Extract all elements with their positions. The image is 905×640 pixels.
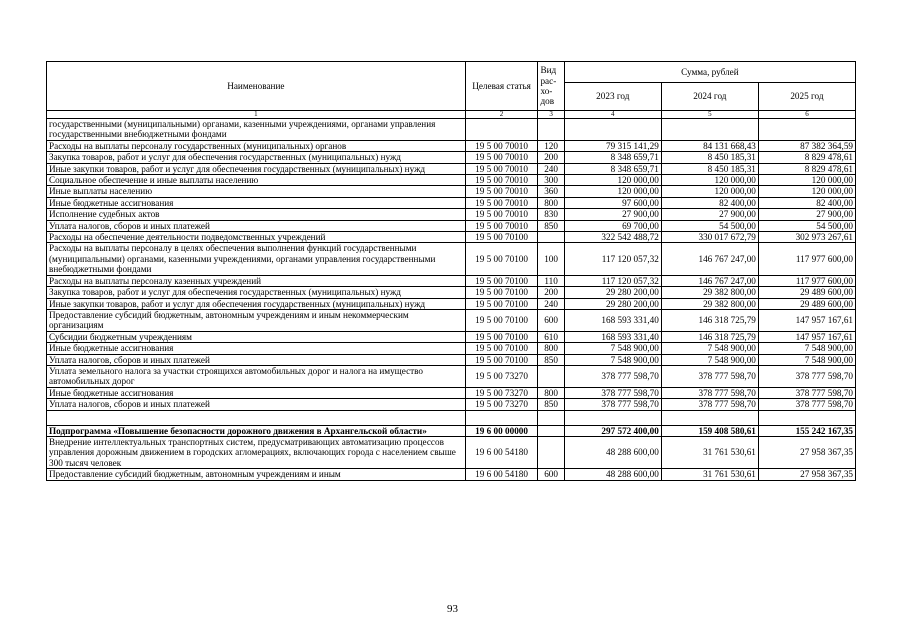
header-sum: Сумма, рублей bbox=[564, 62, 855, 83]
row-type-cell: 240 bbox=[538, 298, 564, 309]
column-number: 2 bbox=[465, 111, 538, 119]
row-sum-2025-cell: 117 977 600,00 bbox=[758, 243, 855, 275]
column-number: 4 bbox=[564, 111, 661, 119]
row-type-cell: 600 bbox=[538, 469, 564, 480]
row-sum-2023-cell bbox=[564, 119, 661, 141]
row-sum-2024-cell: 330 017 672,79 bbox=[661, 232, 758, 243]
header-code: Целевая статья bbox=[465, 62, 538, 111]
row-code-cell: 19 5 00 73270 bbox=[465, 387, 538, 398]
row-sum-2023-cell: 378 777 598,70 bbox=[564, 399, 661, 410]
row-code-cell: 19 5 00 70100 bbox=[465, 298, 538, 309]
row-name-cell: Иные бюджетные ассигнования bbox=[47, 197, 466, 208]
row-type-cell bbox=[538, 410, 564, 425]
row-type-cell: 800 bbox=[538, 387, 564, 398]
page-number: 93 bbox=[447, 603, 458, 615]
row-code-cell: 19 5 00 70100 bbox=[465, 287, 538, 298]
row-sum-2023-cell: 378 777 598,70 bbox=[564, 387, 661, 398]
row-code-cell: 19 6 00 00000 bbox=[465, 425, 538, 436]
row-type-cell: 850 bbox=[538, 354, 564, 365]
row-sum-2024-cell: 378 777 598,70 bbox=[661, 387, 758, 398]
row-sum-2024-cell: 8 450 185,31 bbox=[661, 163, 758, 174]
table-row bbox=[47, 436, 856, 468]
row-name-cell: Закупка товаров, работ и услуг для обеспечения государственных (муниципальных) нужд bbox=[47, 152, 466, 163]
header-name: Наименование bbox=[47, 62, 466, 111]
row-sum-2024-cell: 159 408 580,61 bbox=[661, 425, 758, 436]
header-year-2023: 2023 год bbox=[564, 83, 661, 111]
row-sum-2025-cell: 147 957 167,61 bbox=[758, 309, 855, 331]
row-code-cell: 19 5 00 70100 bbox=[465, 354, 538, 365]
row-sum-2023-cell: 97 600,00 bbox=[564, 197, 661, 208]
row-type-cell: 110 bbox=[538, 275, 564, 286]
row-code-cell bbox=[465, 410, 538, 425]
table-row bbox=[47, 298, 856, 309]
row-sum-2025-cell: 29 489 600,00 bbox=[758, 287, 855, 298]
row-name-cell: Иные бюджетные ассигнования bbox=[47, 343, 466, 354]
column-number: 6 bbox=[758, 111, 855, 119]
row-sum-2023-cell: 8 348 659,71 bbox=[564, 152, 661, 163]
row-code-cell: 19 5 00 70100 bbox=[465, 232, 538, 243]
row-type-cell: 800 bbox=[538, 343, 564, 354]
column-number: 5 bbox=[661, 111, 758, 119]
row-type-cell: 300 bbox=[538, 175, 564, 186]
row-sum-2025-cell: 8 829 478,61 bbox=[758, 163, 855, 174]
row-sum-2023-cell: 120 000,00 bbox=[564, 175, 661, 186]
row-sum-2025-cell: 155 242 167,35 bbox=[758, 425, 855, 436]
row-code-cell bbox=[465, 119, 538, 141]
row-sum-2025-cell: 82 400,00 bbox=[758, 197, 855, 208]
row-code-cell: 19 5 00 70010 bbox=[465, 140, 538, 151]
row-sum-2025-cell: 87 382 364,59 bbox=[758, 140, 855, 151]
row-sum-2025-cell bbox=[758, 410, 855, 425]
row-sum-2024-cell: 31 761 530,61 bbox=[661, 436, 758, 468]
row-sum-2023-cell: 378 777 598,70 bbox=[564, 365, 661, 387]
row-sum-2025-cell: 147 957 167,61 bbox=[758, 331, 855, 342]
row-type-cell: 850 bbox=[538, 220, 564, 231]
row-type-cell bbox=[538, 119, 564, 141]
row-sum-2025-cell: 27 958 367,35 bbox=[758, 436, 855, 468]
row-sum-2024-cell: 29 382 800,00 bbox=[661, 287, 758, 298]
row-name-cell: Подпрограмма «Повышение безопасности дорожного движения в Архангельской области» bbox=[47, 425, 466, 436]
row-code-cell: 19 6 00 54180 bbox=[465, 436, 538, 468]
row-type-cell bbox=[538, 365, 564, 387]
row-code-cell: 19 5 00 70010 bbox=[465, 186, 538, 197]
row-name-cell: Иные выплаты населению bbox=[47, 186, 466, 197]
row-sum-2025-cell: 8 829 478,61 bbox=[758, 152, 855, 163]
row-name-cell: Расходы на обеспечение деятельности подведомственных учреждений bbox=[47, 232, 466, 243]
row-type-cell: 200 bbox=[538, 287, 564, 298]
row-sum-2024-cell: 7 548 900,00 bbox=[661, 354, 758, 365]
row-type-cell: 240 bbox=[538, 163, 564, 174]
row-code-cell: 19 5 00 70100 bbox=[465, 309, 538, 331]
row-sum-2024-cell: 120 000,00 bbox=[661, 186, 758, 197]
row-sum-2023-cell: 322 542 488,72 bbox=[564, 232, 661, 243]
table-row bbox=[47, 469, 856, 480]
table-row bbox=[47, 410, 856, 425]
row-name-cell: Расходы на выплаты персоналу в целях обеспечения выполнения функций государственными (муниципальными) органами, казенными учреждениями, органами управления государственными внебюджетными фондами bbox=[47, 243, 466, 275]
table-row bbox=[47, 186, 856, 197]
row-sum-2024-cell: 31 761 530,61 bbox=[661, 469, 758, 480]
row-sum-2024-cell: 54 500,00 bbox=[661, 220, 758, 231]
row-type-cell: 600 bbox=[538, 309, 564, 331]
row-sum-2024-cell: 27 900,00 bbox=[661, 209, 758, 220]
row-name-cell: Предоставление субсидий бюджетным, автономным учреждениям и иным некоммерческим организациям bbox=[47, 309, 466, 331]
table-row bbox=[47, 232, 856, 243]
row-sum-2023-cell: 29 280 200,00 bbox=[564, 298, 661, 309]
row-type-cell bbox=[538, 232, 564, 243]
row-sum-2023-cell: 7 548 900,00 bbox=[564, 354, 661, 365]
column-number: 1 bbox=[47, 111, 466, 119]
row-sum-2023-cell: 168 593 331,40 bbox=[564, 309, 661, 331]
table-row bbox=[47, 152, 856, 163]
row-sum-2025-cell: 117 977 600,00 bbox=[758, 275, 855, 286]
table-row bbox=[47, 140, 856, 151]
row-sum-2023-cell: 69 700,00 bbox=[564, 220, 661, 231]
row-code-cell: 19 5 00 70010 bbox=[465, 220, 538, 231]
row-name-cell: Расходы на выплаты персоналу государственных (муниципальных) органов bbox=[47, 140, 466, 151]
row-sum-2023-cell: 117 120 057,32 bbox=[564, 275, 661, 286]
row-name-cell: Иные бюджетные ассигнования bbox=[47, 387, 466, 398]
row-code-cell: 19 5 00 70100 bbox=[465, 331, 538, 342]
table-row bbox=[47, 220, 856, 231]
table-row bbox=[47, 309, 856, 331]
row-sum-2025-cell: 54 500,00 bbox=[758, 220, 855, 231]
table-row bbox=[47, 287, 856, 298]
row-code-cell: 19 5 00 70010 bbox=[465, 175, 538, 186]
row-type-cell: 830 bbox=[538, 209, 564, 220]
row-sum-2024-cell: 120 000,00 bbox=[661, 175, 758, 186]
row-sum-2025-cell: 29 489 600,00 bbox=[758, 298, 855, 309]
row-sum-2025-cell: 378 777 598,70 bbox=[758, 387, 855, 398]
row-type-cell: 100 bbox=[538, 243, 564, 275]
row-type-cell bbox=[538, 425, 564, 436]
row-name-cell: Расходы на выплаты персоналу казенных учреждений bbox=[47, 275, 466, 286]
row-sum-2025-cell: 378 777 598,70 bbox=[758, 365, 855, 387]
row-type-cell: 800 bbox=[538, 197, 564, 208]
row-code-cell: 19 5 00 70100 bbox=[465, 343, 538, 354]
row-code-cell: 19 5 00 70010 bbox=[465, 197, 538, 208]
row-type-cell: 610 bbox=[538, 331, 564, 342]
row-name-cell: Предоставление субсидий бюджетным, автономным учреждениям и иным bbox=[47, 469, 466, 480]
header-year-2025: 2025 год bbox=[758, 83, 855, 111]
row-sum-2025-cell: 120 000,00 bbox=[758, 175, 855, 186]
row-sum-2024-cell: 82 400,00 bbox=[661, 197, 758, 208]
row-sum-2023-cell: 79 315 141,29 bbox=[564, 140, 661, 151]
row-sum-2025-cell: 302 973 267,61 bbox=[758, 232, 855, 243]
row-code-cell: 19 6 00 54180 bbox=[465, 469, 538, 480]
row-code-cell: 19 5 00 70010 bbox=[465, 163, 538, 174]
row-code-cell: 19 5 00 70100 bbox=[465, 275, 538, 286]
table-row bbox=[47, 243, 856, 275]
table-row bbox=[47, 343, 856, 354]
header-type: Вид рас-хо-дов bbox=[538, 62, 564, 111]
header-year-2024: 2024 год bbox=[661, 83, 758, 111]
row-name-cell: Исполнение судебных актов bbox=[47, 209, 466, 220]
row-code-cell: 19 5 00 70010 bbox=[465, 209, 538, 220]
row-name-cell: Закупка товаров, работ и услуг для обеспечения государственных (муниципальных) нужд bbox=[47, 287, 466, 298]
row-sum-2025-cell bbox=[758, 119, 855, 141]
table-row bbox=[47, 331, 856, 342]
table-row bbox=[47, 399, 856, 410]
row-sum-2023-cell: 168 593 331,40 bbox=[564, 331, 661, 342]
row-sum-2023-cell: 48 288 600,00 bbox=[564, 436, 661, 468]
row-name-cell: Внедрение интеллектуальных транспортных систем, предусматривающих автоматизацию процессов управления дорожным движением в городских агломерациях, включающих города с населением свыше 300 тысяч человек bbox=[47, 436, 466, 468]
row-sum-2023-cell: 297 572 400,00 bbox=[564, 425, 661, 436]
table-row bbox=[47, 387, 856, 398]
row-sum-2023-cell: 27 900,00 bbox=[564, 209, 661, 220]
row-sum-2023-cell: 120 000,00 bbox=[564, 186, 661, 197]
row-name-cell: Уплата налогов, сборов и иных платежей bbox=[47, 399, 466, 410]
row-code-cell: 19 5 00 70010 bbox=[465, 152, 538, 163]
table-row bbox=[47, 365, 856, 387]
table-row bbox=[47, 209, 856, 220]
budget-table bbox=[46, 61, 856, 481]
row-name-cell: Социальное обеспечение и иные выплаты населению bbox=[47, 175, 466, 186]
row-sum-2024-cell: 146 318 725,79 bbox=[661, 309, 758, 331]
row-sum-2024-cell: 7 548 900,00 bbox=[661, 343, 758, 354]
row-type-cell: 120 bbox=[538, 140, 564, 151]
table-row bbox=[47, 175, 856, 186]
row-type-cell: 360 bbox=[538, 186, 564, 197]
table-row bbox=[47, 275, 856, 286]
row-sum-2025-cell: 7 548 900,00 bbox=[758, 343, 855, 354]
row-sum-2023-cell bbox=[564, 410, 661, 425]
row-sum-2024-cell bbox=[661, 119, 758, 141]
row-name-cell: Уплата налогов, сборов и иных платежей bbox=[47, 220, 466, 231]
row-code-cell: 19 5 00 73270 bbox=[465, 365, 538, 387]
row-sum-2023-cell: 117 120 057,32 bbox=[564, 243, 661, 275]
row-sum-2025-cell: 27 900,00 bbox=[758, 209, 855, 220]
row-name-cell: Иные закупки товаров, работ и услуг для обеспечения государственных (муниципальных) нужд bbox=[47, 163, 466, 174]
table-row bbox=[47, 197, 856, 208]
table-row bbox=[47, 354, 856, 365]
row-sum-2023-cell: 8 348 659,71 bbox=[564, 163, 661, 174]
row-sum-2025-cell: 378 777 598,70 bbox=[758, 399, 855, 410]
row-sum-2023-cell: 7 548 900,00 bbox=[564, 343, 661, 354]
row-name-cell: Уплата налогов, сборов и иных платежей bbox=[47, 354, 466, 365]
row-name-cell: государственными (муниципальными) органами, казенными учреждениями, органами управления государственными внебюджетными фондами bbox=[47, 119, 466, 141]
row-type-cell: 850 bbox=[538, 399, 564, 410]
row-sum-2024-cell: 146 767 247,00 bbox=[661, 243, 758, 275]
row-name-cell bbox=[47, 410, 466, 425]
row-sum-2024-cell bbox=[661, 410, 758, 425]
row-sum-2024-cell: 84 131 668,43 bbox=[661, 140, 758, 151]
row-name-cell: Уплата земельного налога за участки строящихся автомобильных дорог и налога на имущество автомобильных дорог bbox=[47, 365, 466, 387]
row-sum-2024-cell: 146 767 247,00 bbox=[661, 275, 758, 286]
row-sum-2025-cell: 120 000,00 bbox=[758, 186, 855, 197]
row-name-cell: Субсидии бюджетным учреждениям bbox=[47, 331, 466, 342]
table-row bbox=[47, 163, 856, 174]
row-code-cell: 19 5 00 70100 bbox=[465, 243, 538, 275]
row-name-cell: Иные закупки товаров, работ и услуг для обеспечения государственных (муниципальных) нужд bbox=[47, 298, 466, 309]
row-sum-2025-cell: 7 548 900,00 bbox=[758, 354, 855, 365]
row-sum-2023-cell: 29 280 200,00 bbox=[564, 287, 661, 298]
row-sum-2024-cell: 29 382 800,00 bbox=[661, 298, 758, 309]
row-sum-2025-cell: 27 958 367,35 bbox=[758, 469, 855, 480]
table-row bbox=[47, 119, 856, 141]
column-number: 3 bbox=[538, 111, 564, 119]
row-sum-2023-cell: 48 288 600,00 bbox=[564, 469, 661, 480]
row-code-cell: 19 5 00 73270 bbox=[465, 399, 538, 410]
row-sum-2024-cell: 378 777 598,70 bbox=[661, 399, 758, 410]
row-sum-2024-cell: 146 318 725,79 bbox=[661, 331, 758, 342]
row-sum-2024-cell: 8 450 185,31 bbox=[661, 152, 758, 163]
table-row bbox=[47, 425, 856, 436]
row-type-cell bbox=[538, 436, 564, 468]
row-sum-2024-cell: 378 777 598,70 bbox=[661, 365, 758, 387]
row-type-cell: 200 bbox=[538, 152, 564, 163]
